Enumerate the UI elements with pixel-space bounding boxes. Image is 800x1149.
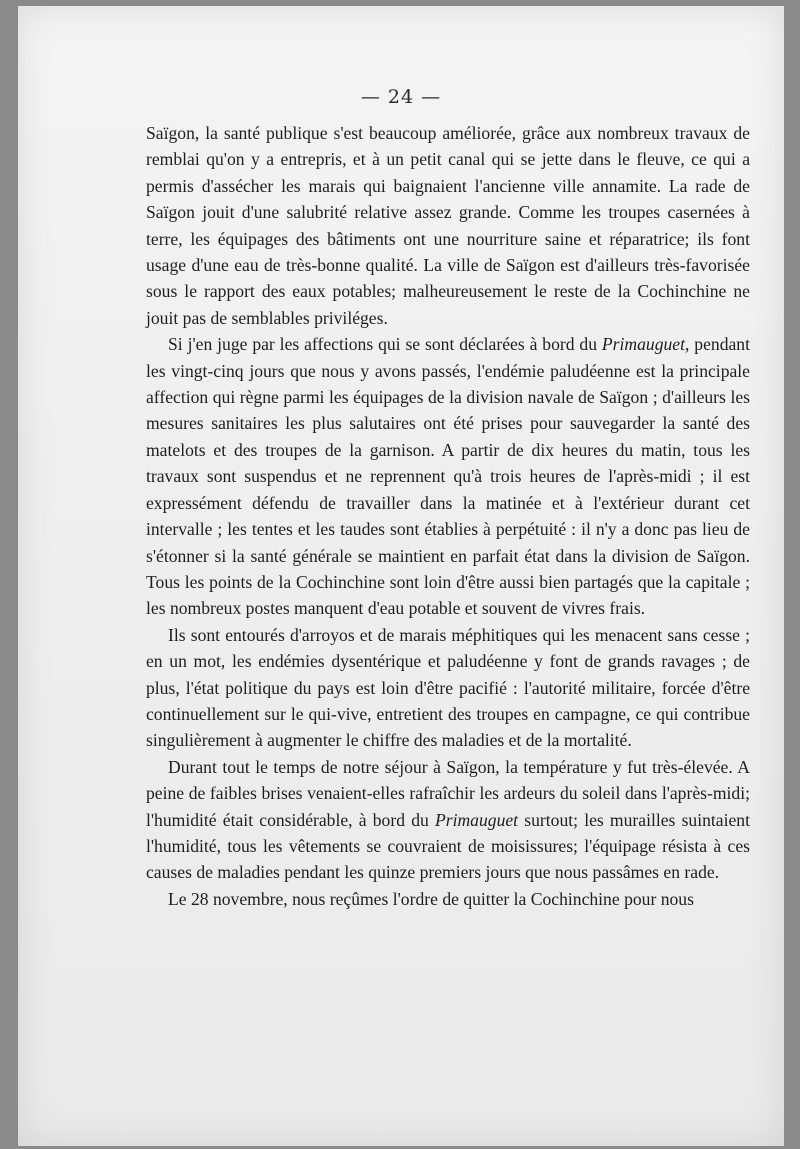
paragraph-text: Durant tout le temps de notre séjour à Saïgon, la température y fut très-élevée. A peine de faibles brises venaient-elles rafraîchir les ardeurs du soleil dans l'après-midi; l'humidité était considérable, à bord du (146, 756, 750, 830)
paragraph-text: surtout; les murailles suintaient l'humidité, tous les vêtements se couvraient de moisissures; l'équipage résista à ces causes de maladies pendant les quinze premiers jours que nous passâmes en rade. (146, 809, 750, 883)
paragraph-text: Saïgon, la santé publique s'est beaucoup améliorée, grâce aux nombreux travaux de remblai qu'on y a entrepris, et à un petit canal qui se jette dans le fleuve, ce qui a permis d'assécher les marais qui baignaient l'ancienne ville annamite. La rade de Saïgon jouit d'une salubrité relative assez grande. Comme les troupes casernées à terre, les équipages des bâtiments ont une nourriture saine et réparatrice; ils font usage d'une eau de très-bonne qualité. La ville de Saïgon est d'ailleurs très-favorisée sous le rapport des eaux potables; malheureusement le reste de la Cochinchine ne jouit pas de semblables priviléges. (146, 123, 750, 328)
paragraph-3 (146, 622, 750, 754)
paragraph-1 (146, 120, 750, 331)
page-number: — 24 — (360, 86, 442, 108)
document-page (18, 6, 784, 1146)
paragraph-text: , pendant les vingt-cinq jours que nous y avons passés, l'endémie paludéenne est la principale affection qui règne parmi les équipages de la division navale de Saïgon ; d'ailleurs les mesures sanitaires les plus salutaires ont été prises pour sauvegarder la santé des matelots et des troupes de la garnison. A partir de dix heures du matin, tous les travaux sont suspendus et ne reprennent qu'à trois heures de l'après-midi ; il est expressément défendu de travailler dans la matinée et à l'extérieur durant cet intervalle ; les tentes et les taudes sont établies à perpétuité : il n'y a donc pas lieu de s'étonner si la santé générale se maintient en parfait état dans la division de Saïgon. Tous les points de la Cochinchine sont loin d'être aussi bien partagés que la capitale ; les nombreux postes manquent d'eau potable et souvent de vivres frais. (146, 334, 750, 619)
paragraph-4 (146, 754, 750, 886)
ship-name: Primauguet (434, 809, 519, 830)
paragraph-text: Si j'en juge par les affections qui se sont déclarées à bord du (168, 334, 602, 355)
paragraph-2 (146, 331, 750, 621)
ship-name: Primauguet (601, 334, 685, 355)
paragraph-5 (146, 886, 750, 912)
paragraph-text: Ils sont entourés d'arroyos et de marais méphitiques qui les menacent sans cesse ; en un mot, les endémies dysentérique et paludéenne y font de grands ravages ; de plus, l'état politique du pays est loin d'être pacifié : l'autorité militaire, forcée d'être continuellement sur le qui-vive, entretient des troupes en campagne, ce qui contribue singulièrement à augmenter le chiffre des maladies et de la mortalité. (146, 624, 750, 751)
paragraph-text: Le 28 novembre, nous reçûmes l'ordre de quitter la Cochinchine pour nous (168, 888, 694, 909)
body-text (146, 120, 750, 912)
